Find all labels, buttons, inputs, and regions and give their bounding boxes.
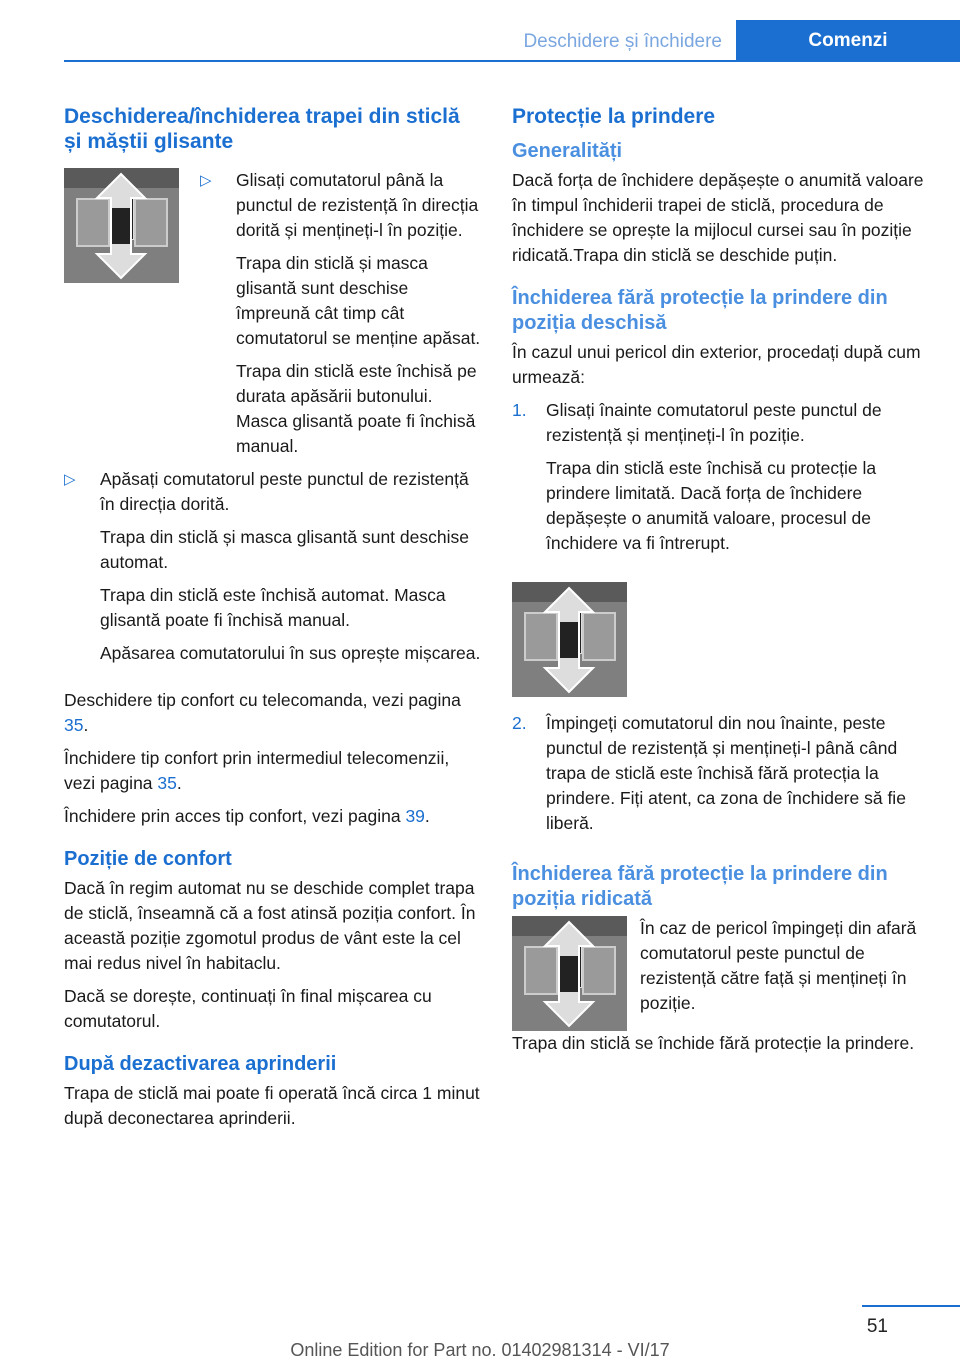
general-title: Generalități <box>512 140 623 162</box>
header-section: Deschidere și închidere <box>523 31 722 52</box>
footer-edition: Online Edition for Part no. 01402981314 - VI/17 <box>290 1340 670 1360</box>
header-rule <box>64 60 960 62</box>
section-title-pinch-protection: Protecție la prindere <box>512 105 716 128</box>
close-from-open-para: În cazul unui pericol din exterior, procedați după cum urmează: <box>512 342 921 387</box>
right-column <box>512 104 926 1064</box>
close-from-raised-para-2: Trapa din sticlă se închide fără protecție la prindere. <box>512 1033 915 1053</box>
bullet-2-block <box>64 467 482 674</box>
reference-remote-close: Închidere tip confort prin intermediul telecomenzii, vezi pagina 35. <box>64 748 450 793</box>
comfort-para-2: Dacă se dorește, continuați în final mișcarea cu comutatorul. <box>64 986 432 1031</box>
double-arrow-icon <box>541 920 597 1028</box>
double-arrow-icon <box>93 172 149 280</box>
step-2-text: Împingeți comutatorul din nou înainte, peste punctul de rezistență și mențineți-l până când trapa de sticlă este închisă fără protecția la prindere. Fiți atent, ca zona de închidere să fie liberă. <box>546 713 906 833</box>
close-from-open-title: Închiderea fără protecție la prindere din poziția deschisă <box>512 287 888 334</box>
switch-push-illustration <box>512 582 627 697</box>
step-1 <box>512 398 926 564</box>
switch-push-raised-illustration <box>512 916 627 1031</box>
header-tab: Comenzi <box>736 20 960 62</box>
left-column <box>64 104 482 1139</box>
step-number: 1. <box>512 400 527 420</box>
page-number-rule <box>862 1305 960 1307</box>
reference-remote-open: Deschidere tip confort cu telecomanda, vezi pagina 35. <box>64 690 461 735</box>
page-link[interactable]: 39 <box>405 806 425 826</box>
page-link[interactable]: 35 <box>64 715 84 735</box>
reference-comfort-access: Închidere prin acces tip confort, vezi pagina 39. <box>64 806 430 826</box>
step-2 <box>512 711 926 844</box>
double-arrow-icon <box>541 586 597 694</box>
bullet-2-para-4: Apăsarea comutatorului în sus oprește mișcarea. <box>100 643 481 663</box>
step-1-text: Glisați înainte comutatorul peste punctul de rezistență și mențineți-l în poziție. <box>546 400 882 445</box>
page-number: 51 <box>866 1316 888 1337</box>
section-title-sunroof: Deschiderea/închiderea trapei din sticlă și măștii glisante <box>64 105 460 153</box>
bullet-1-para-2: Trapa din sticlă și masca glisantă sunt deschise împreună cât timp cât comutatorul se menține apăsat. <box>236 253 481 348</box>
bullet-2-para-2: Trapa din sticlă și masca glisantă sunt deschise automat. <box>100 527 469 572</box>
close-from-raised-para-1: În caz de pericol împingeți din afară comutatorul peste punctul de rezistență către față și mențineți în poziție. <box>640 918 917 1013</box>
switch-slide-illustration <box>64 168 179 283</box>
comfort-position-title: Poziție de confort <box>64 848 232 870</box>
page-link[interactable]: 35 <box>157 773 177 793</box>
step-number: 2. <box>512 713 527 733</box>
close-from-raised-title: Închiderea fără protecție la prindere din poziția ridicată <box>512 863 888 910</box>
triangle-bullet-icon: ▷ <box>64 471 76 488</box>
ignition-para-1: Trapa de sticlă mai poate fi operată încă circa 1 minut după deconectarea aprinderii. <box>64 1083 480 1128</box>
bullet-1-text: Glisați comutatorul până la punctul de rezistență în direcția dorită și mențineți-l în poziție. <box>236 170 479 240</box>
bullet-1-para-3: Trapa din sticlă este închisă pe durata apăsării butonului. Masca glisantă poate fi închisă manual. <box>236 361 477 456</box>
bullet-2-para-3: Trapa din sticlă este închisă automat. Masca glisantă poate fi închisă manual. <box>100 585 446 630</box>
ignition-off-title: După dezactivarea aprinderii <box>64 1053 337 1075</box>
bullet-2-text: Apăsați comutatorul peste punctul de rezistență în direcția dorită. <box>100 469 469 514</box>
step-1-para-2: Trapa din sticlă este închisă cu protecție la prindere limitată. Dacă forța de închidere depășește o anumită valoare, procesul de închidere va fi întrerupt. <box>546 458 877 553</box>
general-para-1: Dacă forța de închidere depășește o anumită valoare în timpul închiderii trapei de sticlă, procedura de închidere se oprește la mijlocul cursei sau în poziție ridicată.Trapa din sticlă se deschide puțin. <box>512 170 924 265</box>
comfort-para-1: Dacă în regim automat nu se deschide complet trapa de sticlă, înseamnă că a fost atinsă poziția confort. În această poziție zgomotul produs de vânt este la cel mai redus nivel în habitaclu. <box>64 878 476 973</box>
triangle-bullet-icon: ▷ <box>200 172 212 189</box>
bullet-1-block <box>64 168 482 467</box>
